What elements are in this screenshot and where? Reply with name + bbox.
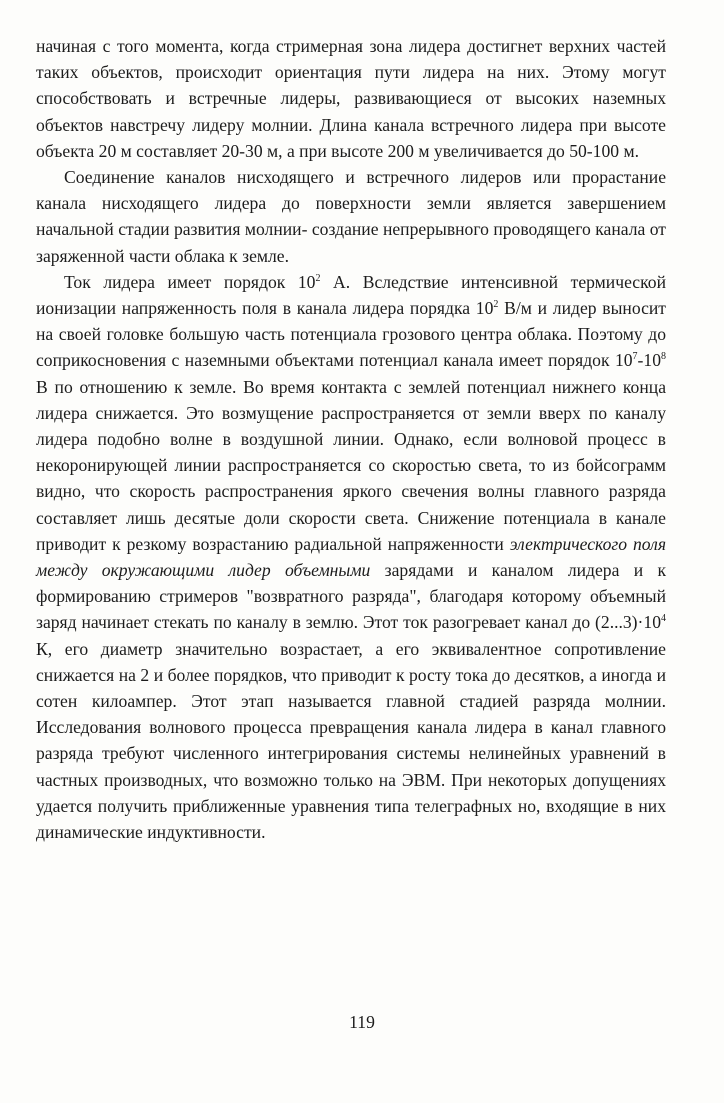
paragraph-1-text: начиная с того момента, когда стримерная зона лидера достигнет верхних частей таких объектов, происходит ориентация пути лидера на них. Этому могут способствовать и встречные лидеры, развивающиеся от высоких наземных объектов навстречу лидеру молнии. Длина канала встречного лидера при высоте объекта 20 м составляет 20-30 м, а при высоте 200 м увеличивается до 50-100 м. <box>36 36 666 161</box>
paragraph-2 <box>36 164 666 269</box>
superscript-exponent: 8 <box>661 351 666 363</box>
paragraph-3-text-e: В по отношению к земле. Во время контакта с землей потенциал нижнего конца лидера снижается. Это возмущение распространяется от земли вверх по каналу лидера подобно волне в воздушной линии. Однако, если волновой процесс в некоронирующей линии распространяется со скоростью света, то из бойсограмм видно, что скорость распространения яркого свечения волны главного разряда составляет лишь десятые доли скорости света. Снижение потенциала в канале приводит к резкому возрастанию радиальной напряженности <box>36 376 666 554</box>
paragraph-3-text-g: К, его диаметр значительно возрастает, а его эквивалентное сопротивление снижается на 2 и более порядков, что приводит к росту тока до десятков, а иногда и сотен килоампер. Этот этап называется главной стадией разряда молнии. Исследования волнового процесса превращения канала лидера в канал главного разряда требуют численного интегрирования системы нелинейных уравнений в частных производных, что возможно только на ЭВМ. При некоторых допущениях удается получить приближенные уравнения типа телеграфных но, входящие в них динамические индуктивности. <box>36 638 666 843</box>
paragraph-3-text-d: -10 <box>637 350 661 371</box>
paragraph-3-text-c: В/м и лидер выносит на своей головке большую часть потенциала грозового центра облака. Поэтому до соприкосновения с наземными объектами потенциал канала имеет порядок 10 <box>36 298 666 371</box>
paragraph-3-text-a: Ток лидера имеет порядок 10 <box>64 271 316 292</box>
superscript-exponent: 2 <box>493 299 499 311</box>
paragraph-3 <box>36 269 666 845</box>
page-number: 119 <box>349 1012 375 1032</box>
paragraph-1 <box>36 33 666 164</box>
italic-text: электрического поля между окружающими лидер объемными <box>36 533 666 581</box>
superscript-exponent: 7 <box>632 351 638 363</box>
paragraph-2-text: Соединение каналов нисходящего и встречного лидеров или прорастание канала нисходящего лидера до поверхности земли является завершением начальной стадии развития молнии- создание непрерывного проводящего канала от заряженной части облака к земле. <box>36 167 666 266</box>
superscript-exponent: 2 <box>315 272 321 284</box>
paragraph-3-text-f: зарядами и каналом лидера и к формированию стримеров "возвратного разряда", благодаря которому объемный заряд начинает стекать по каналу в землю. Этот ток разогревает канал до (2...3)·10 <box>36 560 666 633</box>
superscript-exponent: 4 <box>661 613 666 625</box>
paragraph-3-text-b: А. Вследствие интенсивной термической ионизации напряженность поля в канала лидера порядка 10 <box>36 271 666 319</box>
